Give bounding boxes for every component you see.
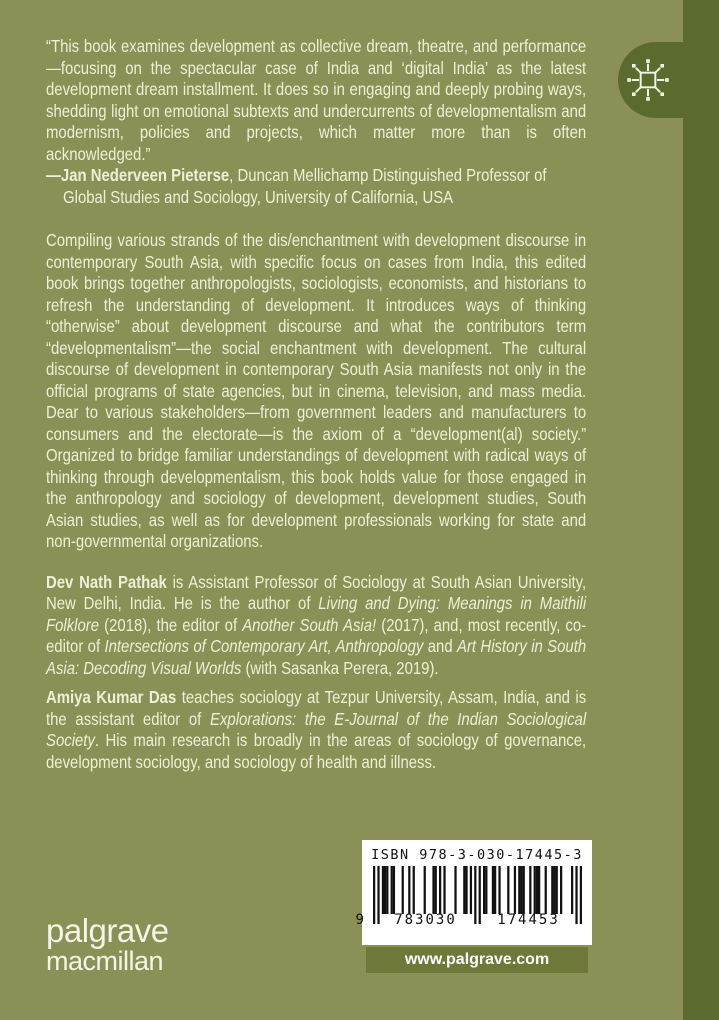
author-bio-das: Amiya Kumar Das teaches sociology at Tezpur University, Assam, India, and is the assistant editor of Explorations: the E-Journal of the Indian Sociological Society. His main research is broadly in the areas of sociology of governance, development sociology, and sociology of health and illness. bbox=[46, 687, 587, 772]
isbn-number: ISBN 978-3-030-17445-3 bbox=[371, 847, 583, 863]
barcode-digit-group: 783030 bbox=[394, 912, 457, 928]
palgrave-logo-tab bbox=[618, 42, 719, 118]
quote-attribution bbox=[46, 165, 586, 208]
publisher-website: www.palgrave.com bbox=[404, 951, 550, 968]
endorsement-quote: “This book examines development as collective dream, theatre, and performance—focusing on the spectacular case of India and ‘digital India’ as the latest development dream installment. It does so in engaging and deeply probing ways, shedding light on emotional subtexts and undercurrents of developmentalism and modernism, policies and projects, which matter more than is often acknowledged.” bbox=[46, 36, 587, 164]
barcode-digits bbox=[355, 912, 582, 928]
isbn-barcode-block bbox=[355, 840, 592, 973]
barcode-digit-group: 9 bbox=[355, 912, 366, 928]
ean13-barcode bbox=[355, 866, 582, 942]
attribution-title: , Duncan Mellichamp Distinguished Professor of Global Studies and Sociology, University of California, USA bbox=[63, 165, 547, 207]
author-bio-pathak: Dev Nath Pathak is Assistant Professor of Sociology at South Asian University, New Delhi, India. He is the author of Living and Dying: Meanings in Maithili Folklore (2018), the editor of Another South Asia! (2017), and, most recently, co-editor of Intersections of Contemporary Art, Anthropology and Art History in South Asia: Decoding Visual Worlds (with Sasanka Perera, 2019). bbox=[46, 571, 587, 678]
isbn-box bbox=[355, 840, 592, 945]
publisher-website-bar bbox=[366, 947, 588, 973]
spine-strip bbox=[683, 0, 719, 1020]
barcode-digit-group: 174453 bbox=[497, 912, 560, 928]
back-cover-text-column bbox=[46, 0, 586, 773]
palgrave-tree-icon bbox=[622, 54, 674, 106]
publisher-name-macmillan: macmillan bbox=[46, 946, 164, 976]
book-description: Compiling various strands of the dis/enchantment with development discourse in contemporary South Asia, with specific focus on cases from India, this edited book brings together anthropologists, sociologists, economists, and historians to refresh the understanding of development. It introduces ways of thinking “otherwise” about development discourse and what the contributors term “developmentalism”—the social enchantment with development. The cultural discourse of development in contemporary South Asia manifests not only in the official programs of state agencies, but in cinema, television, and mass media. Dear to various stakeholders—from government leaders and manufacturers to consumers and the electorate—is the axiom of a “development(al) society.” Organized to bridge familiar understandings of development with radical ways of thinking through developmentalism, this book holds value for those engaged in the anthropology and sociology of development, development studies, South Asian studies, as well as for development professionals working for state and non-governmental organizations. bbox=[46, 230, 587, 551]
attribution-name: —Jan Nederveen Pieterse bbox=[46, 165, 230, 185]
publisher-name-palgrave: palgrave bbox=[46, 912, 169, 949]
publisher-wordmark bbox=[46, 914, 169, 975]
